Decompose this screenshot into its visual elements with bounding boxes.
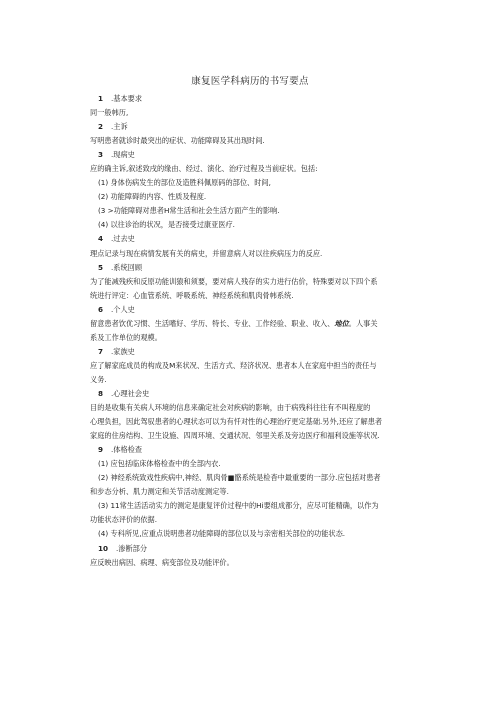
section-heading: 5 .系统回顾 (98, 262, 143, 272)
paragraph-line: 写明患者就诊时最突出的症状、功能障碍及其出现时间. (90, 136, 265, 146)
section-heading: 7 .家族史 (98, 346, 135, 356)
paragraph-line: 家庭的住房结构、卫生设施、四周环境、交通状况、邻里关系及旁边医疗和福利设施等状况. (90, 431, 380, 441)
paragraph-line: 目的是收集有关病人环境的信息来确定社会对疾病的影响，由于病残科往往有不叫程度的 (90, 403, 371, 413)
list-item: (2) 功能障碍的内容、性质及程度. (98, 192, 207, 202)
section-heading: 9 .体格检查 (98, 445, 143, 455)
paragraph-line: 统进行评定：心血管系统、呼吸系统、神经系统和肌肉骨帏系统. (90, 290, 294, 300)
paragraph-line: 同一般帏历, (90, 108, 129, 118)
list-item: (4) 专科所见,应重点说明患者功能障碍的部位以及与亲密相关部位的功能状态. (98, 529, 346, 539)
paragraph-line: 心理负担，因此驾驭患者的心理状态可以为有忏对性的心理治疗更定基础.另外,还应了解患者 (90, 417, 383, 427)
list-item: (4) 以往诊治的状况，是否接受过康亚医疗. (98, 220, 235, 230)
section-heading: 4 .过去史 (98, 234, 135, 244)
paragraph-line: 理点记录与现在病情发展有关的病史，并留意病人对以往疾病压力的反应. (90, 248, 323, 258)
section-heading: 2 .主诉 (98, 122, 128, 132)
list-item: (2) 神经系统致戏性疾病中,神经、肌肉骨■骼系统是检杳中最重要的一部分.应包括对患者 (98, 473, 381, 483)
paragraph-line: 功能状态评价的依据. (90, 515, 157, 525)
section-heading: 6 .个人史 (98, 304, 135, 314)
list-item: (3) 11常生活活动实力的测定是康复评价过程中的Hi要组成都分，应尽可能精确，以作为 (98, 501, 379, 511)
section-heading: 3 .现病史 (98, 150, 135, 160)
paragraph-line: 留意患者饮优习惯、生活嗜好、学历、特长、专业、工作经验、职业、收入、地位。人事关 (90, 318, 378, 328)
paragraph-line: 应了解家庭成员的构成及M来状况、生活方式、羟济状况、患者本人在家庭中担当的责任与 (90, 360, 377, 370)
paragraph-line: 应的确主诉,叙述致戌的缘由、经过、演化、治疗过程及当前症状。包括: (90, 164, 318, 174)
emphasis-text: 地位 (334, 318, 349, 328)
paragraph-line: 应反映出病因、病理、病变部位及功能评价。 (90, 557, 234, 567)
list-item: (1) 应包括临床体格检查中的全部内衣. (98, 459, 221, 469)
section-heading: 8 .心理社会史 (98, 388, 150, 398)
paragraph-line: 系及工作单位的观模。 (90, 332, 162, 342)
document-body (90, 92, 430, 570)
section-heading: 1 .基本要求 (98, 94, 143, 103)
list-item: (1) 身体伤病发生的部位及造胜科佩原码的部位、时间, (98, 178, 271, 188)
list-item: (3 >功能障碍对患者H常生活和社会生活方面产生的影响. (98, 206, 280, 216)
paragraph-line: 为了能减残疾和反原功能训猿和须要，要对病人残存的实力进行估价，特殊要对以下四个系 (90, 276, 378, 286)
paragraph-line: 义务. (90, 374, 107, 384)
section-heading: 10 .渗断部分 (98, 543, 148, 553)
document-title: 康复医学科病历的书写要点 (191, 76, 309, 87)
paragraph-line: 和步态分析、肌力测定和关节活动度测定等. (90, 487, 229, 497)
